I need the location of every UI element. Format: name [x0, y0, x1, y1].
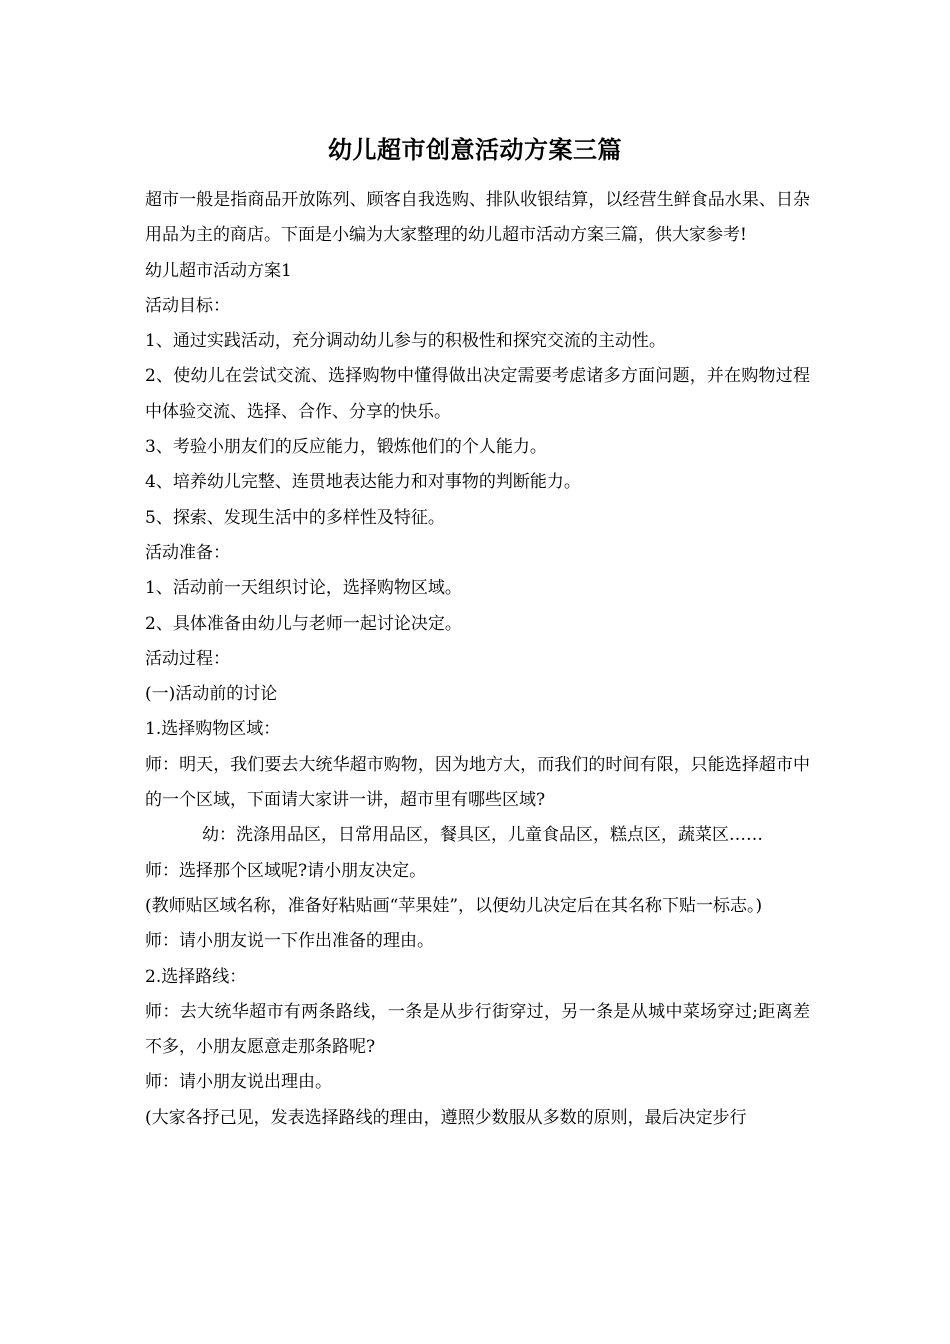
intro-paragraph: 超市一般是指商品开放陈列、顾客自我选购、排队收银结算，以经营生鲜食品水果、日杂用品为主的商店。下面是小编为大家整理的幼儿超市活动方案三篇，供大家参考!: [145, 190, 810, 246]
subsection-heading: 活动目标：: [145, 295, 230, 316]
dialogue-paragraph: 师：选择那个区域呢?请小朋友决定。: [145, 860, 427, 881]
step-heading: 1.选择购物区域：: [145, 719, 281, 740]
list-item: 2、具体准备由幼儿与老师一起讨论决定。: [145, 613, 462, 634]
document-title: 幼儿超市创意活动方案三篇: [328, 135, 622, 164]
list-item: 3、考验小朋友们的反应能力，锻炼他们的个人能力。: [145, 437, 547, 458]
list-item: 1、活动前一天组织讨论，选择购物区域。: [145, 578, 462, 599]
note-paragraph: (教师贴区域名称，准备好粘贴画“苹果娃”，以便幼儿决定后在其名称下贴一标志。): [145, 895, 763, 916]
list-item: 2、使幼儿在尝试交流、选择购物中懂得做出决定需要考虑诸多方面问题，并在购物过程中体验交流、选择、合作、分享的快乐。: [145, 366, 810, 422]
dialogue-paragraph: 幼：洗涤用品区，日常用品区，餐具区，儿童食品区，糕点区，蔬菜区……: [202, 825, 763, 846]
list-item: 4、培养幼儿完整、连贯地表达能力和对事物的判断能力。: [145, 472, 581, 493]
subsection-heading: 活动过程：: [145, 648, 230, 669]
list-item: 5、探索、发现生活中的多样性及特征。: [145, 507, 445, 528]
section-heading: 幼儿超市活动方案1: [145, 260, 292, 281]
dialogue-paragraph: 师：请小朋友说出理由。: [145, 1072, 332, 1093]
list-item: 1、通过实践活动，充分调动幼儿参与的积极性和探究交流的主动性。: [145, 331, 666, 352]
subsection-heading: 活动准备：: [145, 542, 230, 563]
dialogue-paragraph: 师：明天，我们要去大统华超市购物，因为地方大，而我们的时间有限，只能选择超市中的一个区域，下面请大家讲一讲，超市里有哪些区域?: [145, 754, 810, 811]
dialogue-paragraph: 师：去大统华超市有两条路线，一条是从步行街穿过，另一条是从城中菜场穿过;距离差不多，小朋友愿意走那条路呢?: [145, 1001, 810, 1058]
step-heading: (一)活动前的讨论: [145, 684, 278, 705]
dialogue-paragraph: 师：请小朋友说一下作出准备的理由。: [145, 931, 434, 952]
document-body: [145, 183, 810, 1136]
step-heading: 2.选择路线：: [145, 966, 247, 987]
note-paragraph: (大家各抒己见，发表选择路线的理由，遵照少数服从多数的原则，最后决定步行: [145, 1107, 747, 1128]
